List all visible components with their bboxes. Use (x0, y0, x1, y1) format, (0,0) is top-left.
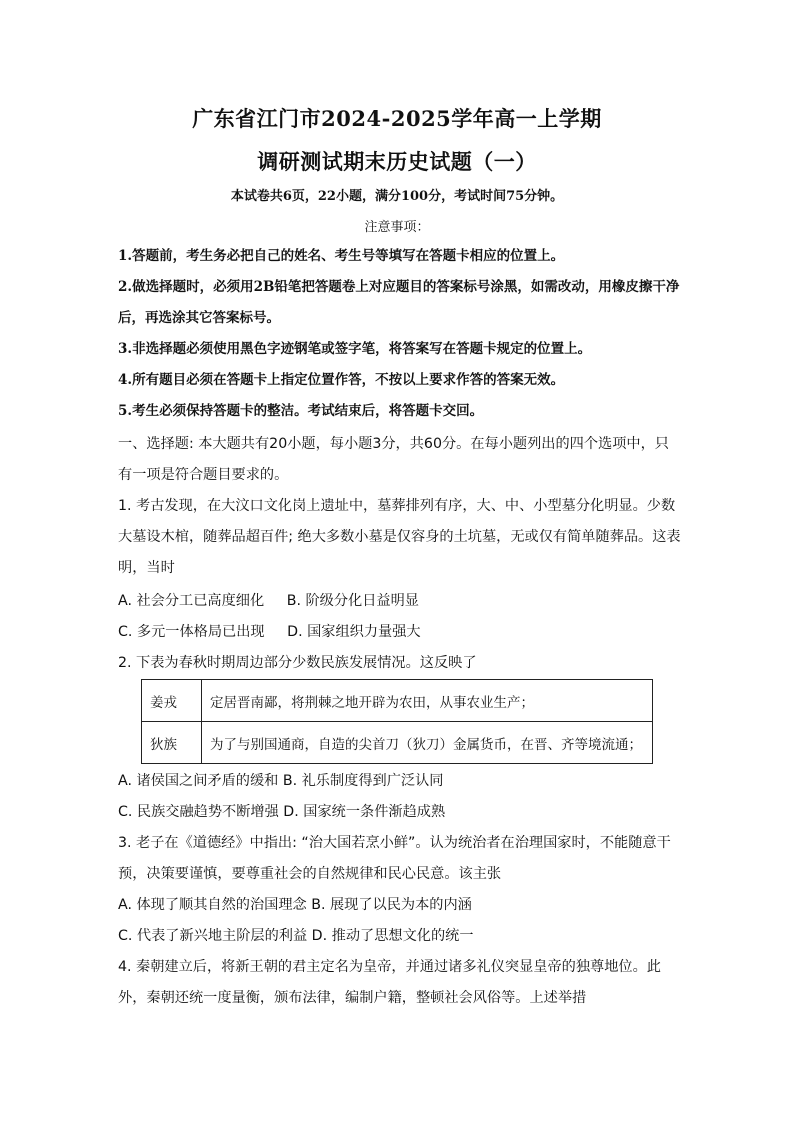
question-options: C. 多元一体格局已出现 D. 国家组织力量强大 (118, 624, 421, 640)
table-cell: 姜戎 (142, 680, 202, 722)
table-row (142, 722, 653, 764)
table-row (142, 680, 653, 722)
notice-heading: 注意事项： (364, 220, 430, 235)
question-options: A. 体现了顺其自然的治国理念 B. 展现了以民为本的内涵 (118, 897, 472, 913)
notice-item: 1.答题前，考生务必把自己的姓名、考生号等填写在答题卡相应的位置上。 (118, 248, 565, 264)
section-intro: 一、选择题: 本大题共有20小题，每小题3分，共60分。在每小题列出的四个选项中，只有一项是符合题目要求的。 (118, 436, 669, 483)
notice-item: 5.考生必须保持答题卡的整洁。考试结束后，将答题卡交回。 (118, 403, 484, 419)
table-cell: 为了与别国通商，自造的尖首刀（狄刀）金属货币，在晋、齐等境流通； (202, 722, 653, 764)
question-stem: 3. 老子在《道德经》中指出: “治大国若烹小鲜”。认为统治者在治理国家时，不能随意干预，决策要谨慎，要尊重社会的自然规律和民心民意。该主张 (118, 835, 671, 882)
question-stem: 2. 下表为春秋时期周边部分少数民族发展情况。这反映了 (118, 655, 477, 671)
question-options: A. 诸侯国之间矛盾的缓和 B. 礼乐制度得到广泛认同 (118, 773, 444, 789)
table-cell: 定居晋南鄙，将荆棘之地开辟为农田，从事农业生产； (202, 680, 653, 722)
question-stem: 1. 考古发现，在大汶口文化岗上遗址中，墓葬排列有序，大、中、小型墓分化明显。少数大墓设木棺，随葬品超百件; 绝大多数小墓是仅容身的土坑墓，无或仅有简单随葬品。这表明，当时 (118, 498, 681, 576)
question-options: A. 社会分工已高度细化 B. 阶级分化日益明显 (118, 593, 419, 609)
question-options: C. 代表了新兴地主阶层的利益 D. 推动了思想文化的统一 (118, 928, 474, 944)
ethnic-groups-table (141, 679, 653, 764)
page-subtitle: 调研测试期末历史试题（一） (257, 149, 537, 174)
notice-item: 2.做选择题时，必须用2B铅笔把答题卷上对应题目的答案标号涂黑，如需改动，用橡皮擦干净后，再选涂其它答案标号。 (118, 279, 680, 326)
exam-info: 本试卷共6页，22小题，满分100分，考试时间75分钟。 (230, 189, 564, 204)
question-stem: 4. 秦朝建立后，将新王朝的君主定名为皇帝，并通过诸多礼仪突显皇帝的独尊地位。此外，秦朝还统一度量衡，颁布法律，编制户籍，整顿社会风俗等。上述举措 (118, 959, 661, 1006)
page-title: 广东省江门市2024-2025学年高一上学期 (192, 106, 602, 131)
question-options: C. 民族交融趋势不断增强 D. 国家统一条件渐趋成熟 (118, 804, 446, 820)
notice-item: 4.所有题目必须在答题卡上指定位置作答，不按以上要求作答的答案无效。 (118, 372, 565, 388)
table-cell: 狄族 (142, 722, 202, 764)
notice-item: 3.非选择题必须使用黑色字迹钢笔或签字笔，将答案写在答题卡规定的位置上。 (118, 341, 592, 357)
